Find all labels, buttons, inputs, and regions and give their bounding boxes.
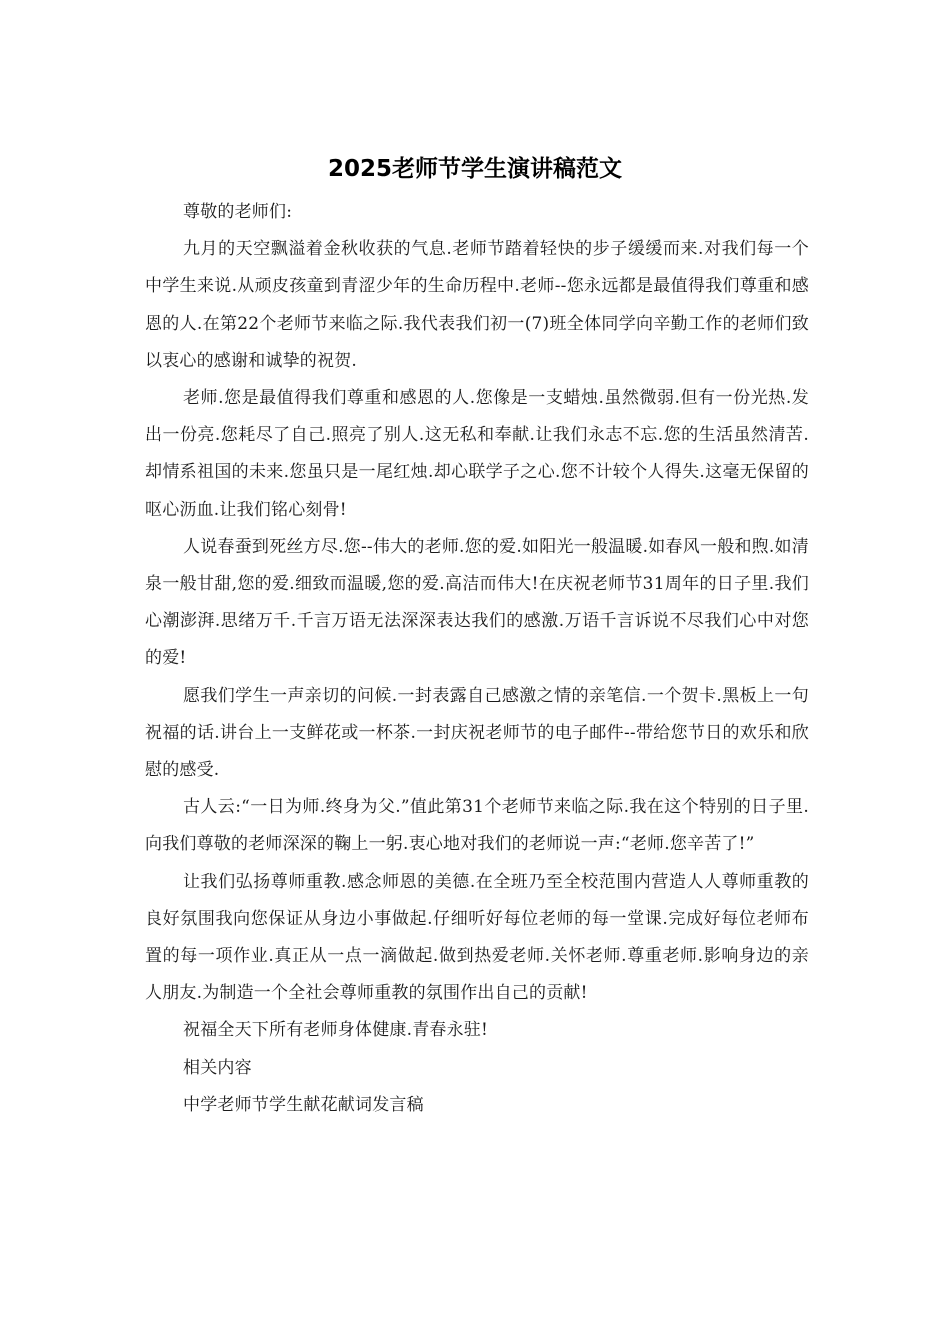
related-link[interactable]: 中学老师节学生献花献词发言稿 bbox=[183, 1094, 424, 1115]
paragraph-5: 古人云:“一日为师.终身为父.”值此第31个老师节来临之际.我在这个特别的日子里.向我们尊敬的老师深深的鞠上一躬.衷心地对我们的老师说一声:“老师.您辛苦了!” bbox=[145, 797, 809, 855]
document-title: 2025老师节学生演讲稿范文 bbox=[327, 156, 622, 182]
related-heading: 相关内容 bbox=[183, 1057, 252, 1078]
paragraph-3: 人说春蚕到死丝方尽.您--伟大的老师.您的爱.如阳光一般温暖.如春风一般和煦.如清泉一般甘甜,您的爱.细致而温暖,您的爱.高洁而伟大!在庆祝老师节31周年的日子里.我们心潮澎湃.思绪万千.千言万语无法深深表达我们的感激.万语千言诉说不尽我们心中对您的爱! bbox=[145, 536, 809, 669]
paragraph-6: 让我们弘扬尊师重教.感念师恩的美德.在全班乃至全校范围内营造人人尊师重教的良好氛围我向您保证从身边小事做起.仔细听好每位老师的每一堂课.完成好每位老师布置的每一项作业.真正从一点一滴做起.做到热爱老师.关怀老师.尊重老师.影响身边的亲人朋友.为制造一个全社会尊师重教的氛围作出自己的贡献! bbox=[145, 871, 809, 1004]
document-body bbox=[145, 194, 809, 1124]
paragraph-1: 九月的天空飘溢着金秋收获的气息.老师节踏着轻快的步子缓缓而来.对我们每一个中学生来说.从顽皮孩童到青涩少年的生命历程中.老师--您永远都是最值得我们尊重和感恩的人.在第22个老师节来临之际.我代表我们初一(7)班全体同学向辛勤工作的老师们致以衷心的感谢和诚挚的祝贺. bbox=[145, 239, 809, 371]
closing-wish: 祝福全天下所有老师身体健康.青春永驻! bbox=[183, 1020, 489, 1041]
salutation: 尊敬的老师们: bbox=[183, 202, 293, 222]
paragraph-2: 老师.您是最值得我们尊重和感恩的人.您像是一支蜡烛.虽然微弱.但有一份光热.发出一份亮.您耗尽了自己.照亮了别人.这无私和奉献.让我们永志不忘.您的生活虽然清苦.却情系祖国的未来.您虽只是一尾红烛.却心联学子之心.您不计较个人得失.这毫无保留的呕心沥血.让我们铭心刻骨! bbox=[145, 388, 809, 520]
paragraph-4: 愿我们学生一声亲切的问候.一封表露自己感激之情的亲笔信.一个贺卡.黑板上一句祝福的话.讲台上一支鲜花或一杯茶.一封庆祝老师节的电子邮件--带给您节日的欢乐和欣慰的感受. bbox=[145, 685, 809, 781]
